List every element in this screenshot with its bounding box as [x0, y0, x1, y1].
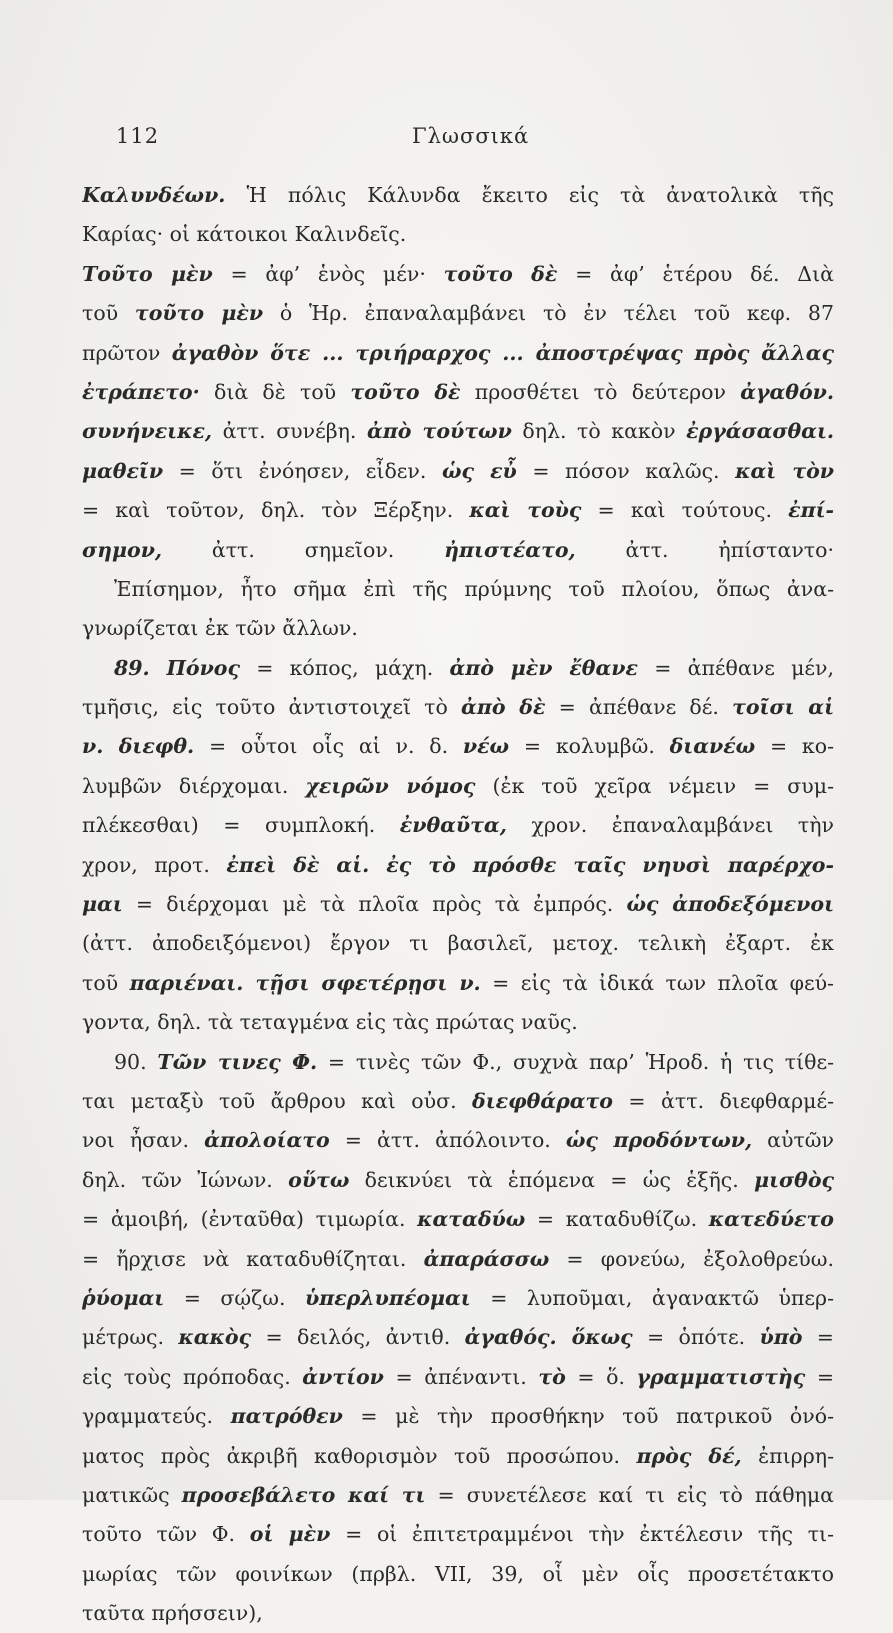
gloss: = τινὲς τῶν Φ., συχνὰ παρ’ Ἡροδ. ἡ τις τίθε-: [317, 1049, 834, 1074]
text-line: [82, 688, 834, 727]
gloss: Ἐπίσημον, ἦτο σῆμα ἐπὶ τῆς πρύμνης τοῦ πλοίου, ὅπως ἀνα-: [114, 576, 834, 601]
text-line: [82, 452, 834, 491]
gloss: = ἀφ’ ἑνὸς μέν·: [212, 261, 444, 286]
text-line: [82, 885, 834, 924]
gloss: ταῦτα πρήσσειν),: [82, 1601, 263, 1626]
gloss: = λυποῦμαι, ἀγανακτῶ ὑπερ-: [470, 1285, 834, 1310]
lemma: παριέναι. τῇσι σφετέρῃσι ν.: [129, 970, 481, 995]
gloss: πρῶτον: [82, 340, 172, 365]
gloss: δεικνύει τὰ ἑπόμενα = ὡς ἑξῆς.: [349, 1167, 755, 1192]
lemma: 89. Πόνος: [114, 655, 240, 680]
gloss: = ἀπέναντι.: [383, 1364, 539, 1389]
text-line: [82, 846, 834, 885]
lemma: ἐπί-: [788, 498, 834, 523]
gloss: = ὁπότε.: [632, 1325, 760, 1350]
text-line: [82, 964, 834, 1003]
text-line: [82, 215, 834, 254]
text-line: [82, 649, 834, 688]
gloss: = πόσον καλῶς.: [516, 458, 736, 483]
lemma: οἱ μὲν: [249, 1522, 331, 1547]
text-line: [82, 1555, 834, 1594]
gloss: = ἀφ’ ἑτέρου δέ. Διὰ: [557, 261, 834, 286]
gloss: Ἡ πόλις Κάλυνδα ἔκειτο εἰς τὰ ἀνατολικὰ τῆς: [225, 183, 834, 207]
gloss: = ἀπέθανε μέν,: [637, 655, 834, 680]
lemma: σημον,: [82, 537, 163, 562]
gloss: μέτρως.: [82, 1325, 179, 1350]
text-line: [82, 334, 834, 373]
text-line: [82, 727, 834, 766]
gloss: = διέρχομαι μὲ τὰ πλοῖα πρὸς τὰ ἐμπρός.: [122, 892, 627, 917]
text-line: [82, 1594, 834, 1633]
lemma: ἀπὸ δὲ: [461, 695, 546, 720]
lemma: χειρῶν νόμος: [305, 773, 476, 798]
text-line: [82, 531, 834, 570]
text-line: [82, 1082, 834, 1121]
lemma: τοῦτο μὲν: [134, 301, 264, 326]
gloss: = οὗτοι οἷς αἱ ν. δ.: [194, 734, 463, 759]
gloss: = ἀττ. διεφθαρμέ-: [612, 1088, 834, 1113]
gloss: = φονεύω, ἐξολοθρεύω.: [549, 1246, 834, 1271]
page-number: 112: [116, 124, 160, 148]
gloss: ἐπιρρη-: [741, 1443, 834, 1468]
text-line: [82, 1397, 834, 1436]
lemma: Καλυνδέων.: [82, 183, 226, 207]
lemma: ὑπὸ: [759, 1325, 803, 1350]
lemma: καὶ τὸν: [735, 458, 834, 483]
lemma: ὡς εὖ: [441, 458, 517, 483]
gloss: πλέκεσθαι) = συμπλοκή.: [82, 813, 400, 838]
lemma: ἀγαθός. ὅκως: [464, 1325, 633, 1350]
gloss: = ἤρχισε νὰ καταδυθίζηται.: [82, 1246, 424, 1271]
gloss: 90.: [114, 1049, 158, 1074]
gloss: ται μεταξὺ τοῦ ἄρθρου καὶ οὐσ.: [82, 1088, 473, 1113]
gloss: = καὶ τοῦτον, δηλ. τὸν Ξέρξην.: [82, 498, 470, 523]
gloss: = εἰς τὰ ἰδικά των πλοῖα φεύ-: [480, 970, 834, 995]
gloss: = σῴζω.: [164, 1285, 305, 1310]
lemma: ὡς ἀποδεξόμενοι: [626, 892, 834, 917]
text-line: [82, 412, 834, 451]
gloss: δηλ. τὸ κακὸν: [511, 419, 687, 444]
gloss: = κο-: [755, 734, 834, 759]
text-line: [82, 806, 834, 845]
gloss: δηλ. τῶν Ἰώνων.: [82, 1167, 289, 1192]
gloss: = καὶ τούτους.: [581, 498, 789, 523]
lemma: ἀπαράσσω: [423, 1246, 550, 1271]
lemma: συνήνεικε,: [82, 419, 213, 444]
text-line: [82, 491, 834, 530]
lemma: μισθὸς: [754, 1167, 834, 1192]
text-line: [82, 1200, 834, 1239]
gloss: = μὲ τὴν προσθήκην τοῦ πατρικοῦ ὀνό-: [342, 1404, 834, 1429]
text-line: [82, 1437, 834, 1476]
lemma: ἐτράπετο·: [82, 379, 200, 404]
gloss: =: [805, 1364, 834, 1389]
gloss: τοῦ: [82, 970, 130, 995]
gloss: ματικῶς: [82, 1482, 182, 1507]
lemma: τοῖσι αἱ: [732, 695, 834, 720]
lemma: ἀγαθὸν ὅτε ... τριήραρχος ... ἀποστρέψας πρὸς ἄλλας: [171, 340, 834, 365]
gloss: ἀττ. συνέβη.: [212, 419, 367, 444]
gloss: = δειλός, ἀντιθ.: [251, 1325, 465, 1350]
lemma: κατεδύετο: [708, 1207, 834, 1232]
lemma: ἀπὸ τούτων: [366, 419, 512, 444]
gloss: διὰ δὲ τοῦ: [199, 379, 351, 404]
text-line: [82, 1043, 834, 1082]
text-line: [82, 570, 834, 609]
text-line: [82, 373, 834, 412]
text-line: [82, 609, 834, 648]
gloss: ἀττ. ἠπίσταντο·: [575, 537, 834, 562]
lemma: ἐργάσασθαι.: [686, 419, 834, 444]
lemma: γραμματιστὴς: [636, 1364, 806, 1389]
lemma: Τοῦτο μὲν: [82, 261, 213, 286]
gloss: = ὅτι ἐνόησεν, εἶδεν.: [163, 458, 442, 483]
text-line: [82, 1515, 834, 1554]
text-line: [82, 767, 834, 806]
lemma: Τῶν τινες Φ.: [157, 1049, 318, 1074]
gloss: γνωρίζεται ἐκ τῶν ἄλλων.: [82, 616, 358, 641]
lemma: τοῦτο δὲ: [350, 379, 461, 404]
gloss: μωρίας τῶν φοινίκων (πρβλ. VII, 39, οἷ μὲν οἷς προσετέτακτο: [82, 1561, 834, 1586]
gloss: αὐτῶν: [752, 1128, 834, 1153]
text-line: [82, 1003, 834, 1042]
lemma: νέω: [462, 734, 510, 759]
gloss: λυμβῶν διέρχομαι.: [82, 773, 306, 798]
lemma: πατρόθεν: [230, 1404, 343, 1429]
lemma: ἀντίον: [302, 1364, 384, 1389]
gloss: = ἀπέθανε δέ.: [545, 695, 733, 720]
gloss: (ἀττ. ἀποδειξόμενοι) ἔργον τι βασιλεῖ, μετοχ. τελικὴ ἐξαρτ. ἐκ: [82, 931, 834, 956]
lemma: ἀγαθόν.: [740, 379, 834, 404]
lemma: ὡς προδόντων,: [565, 1128, 753, 1153]
text-line: [82, 1279, 834, 1318]
lemma: ῥύομαι: [82, 1285, 165, 1310]
text-line: [82, 1121, 834, 1160]
lemma: τοῦτο δὲ: [443, 261, 558, 286]
text-line: [82, 1358, 834, 1397]
lemma: καὶ τοὺς: [469, 498, 582, 523]
lemma: ὑπερλυπέομαι: [304, 1285, 471, 1310]
gloss: ἀττ. σημεῖον.: [162, 537, 445, 562]
text-line: [82, 1240, 834, 1279]
page-header: [82, 124, 834, 154]
gloss: ματος πρὸς ἀκριβῆ καθορισμὸν τοῦ προσώπου.: [82, 1443, 637, 1468]
text-line: [82, 1476, 834, 1515]
gloss: = κόπος, μάχη.: [239, 655, 450, 680]
lemma: ἠπιστέατο,: [444, 537, 576, 562]
text-line: [82, 1318, 834, 1357]
lemma: προσεβάλετο καί τι: [181, 1482, 426, 1507]
text-line: [82, 1161, 834, 1200]
lemma: πρὸς δέ,: [636, 1443, 742, 1468]
lemma: ἀπὸ μὲν ἔθανε: [449, 655, 638, 680]
lemma: τὸ: [538, 1364, 566, 1389]
gloss: (ἐκ τοῦ χεῖρα νέμειν = συμ-: [475, 773, 834, 798]
lemma: ἀπολοίατο: [204, 1128, 330, 1153]
text-line: [82, 176, 834, 215]
lemma: μαι: [82, 892, 123, 917]
lemma: καταδύω: [417, 1207, 526, 1232]
gloss: ὁ Ἡρ. ἐπαναλαμβάνει τὸ ἐν τέλει τοῦ κεφ. 87: [263, 301, 834, 326]
gloss: = ἀττ. ἀπόλοιντο.: [329, 1128, 566, 1153]
lemma: ἐνθαῦτα,: [399, 813, 507, 838]
gloss: = συνετέλεσε καί τι εἰς τὸ πάθημα: [425, 1482, 834, 1507]
gloss: τμῆσις, εἰς τοῦτο ἀντιστοιχεῖ τὸ: [82, 695, 462, 720]
lemma: μαθεῖν: [82, 458, 164, 483]
running-title: Γλωσσικά: [412, 124, 530, 148]
gloss: γραμματεύς.: [82, 1404, 231, 1429]
gloss: τοῦτο τῶν Φ.: [82, 1522, 250, 1547]
text-line: [82, 294, 834, 333]
commentary-text: [82, 176, 834, 1633]
gloss: Καρίας· οἱ κάτοικοι Καλινδεῖς.: [82, 222, 407, 247]
lemma: διανέω: [669, 734, 756, 759]
lemma: οὕτω: [288, 1167, 350, 1192]
gloss: τοῦ: [82, 301, 135, 326]
lemma: ν. διεφθ.: [82, 734, 195, 759]
gloss: = οἱ ἐπιτετραμμένοι τὴν ἐκτέλεσιν τῆς τι-: [330, 1522, 834, 1547]
lemma: ἐπεὶ δὲ αἱ. ἐς τὸ πρόσθε ταῖς νηυσὶ παρέρχο-: [226, 852, 834, 877]
lemma: κακὸς: [178, 1325, 252, 1350]
gloss: = ὅ.: [565, 1364, 637, 1389]
gloss: χρον, προτ.: [82, 852, 227, 877]
gloss: = καταδυθίζω.: [525, 1207, 709, 1232]
gloss: εἰς τοὺς πρόποδας.: [82, 1364, 303, 1389]
gloss: νοι ἦσαν.: [82, 1128, 205, 1153]
text-line: [82, 255, 834, 294]
lemma: διεφθάρατο: [472, 1088, 613, 1113]
gloss: = ἀμοιβή, (ἐνταῦθα) τιμωρία.: [82, 1207, 418, 1232]
gloss: =: [802, 1325, 834, 1350]
text-line: [82, 924, 834, 963]
gloss: προσθέτει τὸ δεύτερον: [460, 379, 741, 404]
gloss: χρον. ἐπαναλαμβάνει τὴν: [506, 813, 834, 838]
gloss: γοντα, δηλ. τὰ τεταγμένα εἰς τὰς πρώτας ναῦς.: [82, 1010, 578, 1035]
gloss: = κολυμβῶ.: [509, 734, 670, 759]
